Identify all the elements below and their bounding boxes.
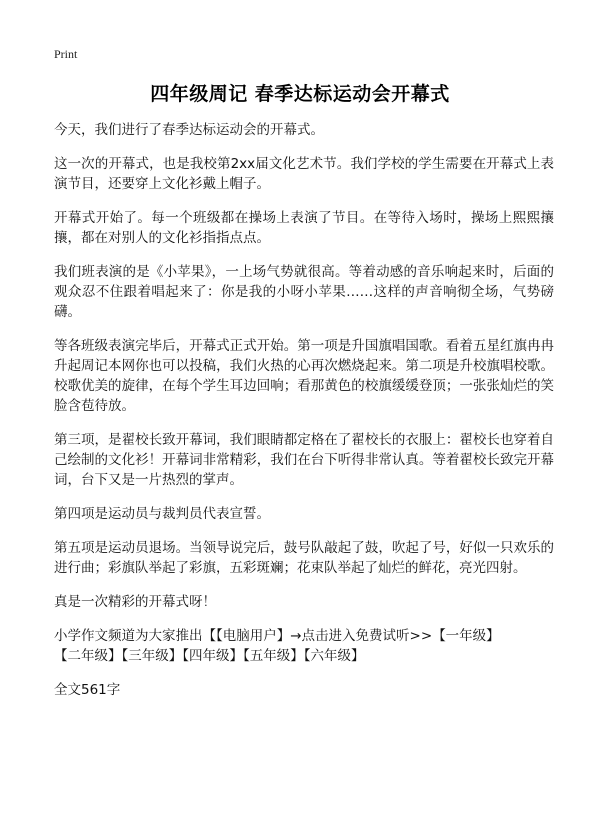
- promo-link-grade-5[interactable]: 【五年级】: [243, 648, 304, 664]
- promo-links: [54, 626, 554, 666]
- paragraph: 今天，我们进行了春季达标运动会的开幕式。: [54, 122, 324, 138]
- promo-link-grade-3[interactable]: 【三年级】: [121, 648, 183, 664]
- paragraph: 我们班表演的是《小苹果》，一上场气势就很高。等着动感的音乐响起来时，后面的观众忍不住跟着唱起来了：你是我的小呀小苹果……这样的声音响彻全场，气势磅礴。: [54, 264, 554, 320]
- promo-link-grade-2[interactable]: 【二年级】: [54, 648, 122, 664]
- promo-lead-text: 小学作文频道为大家推出【: [54, 628, 216, 644]
- promo-link-grade-4[interactable]: 【四年级】: [182, 648, 243, 664]
- promo-link-pc-user[interactable]: 【电脑用户】: [216, 628, 291, 644]
- promo-link-grade-6[interactable]: 【六年级】: [303, 648, 365, 664]
- promo-link-free-trial[interactable]: →点击进入免费试听>>: [290, 628, 433, 644]
- paragraph: 这一次的开幕式，也是我校第2xx届文化艺术节。我们学校的学生需要在开幕式上表演节目，还要穿上文化衫戴上帽子。: [54, 156, 554, 192]
- paragraph: 等各班级表演完毕后，开幕式正式开始。第一项是升国旗唱国歌。看着五星红旗冉冉升起周记本网你也可以投稿，我们火热的心再次燃烧起来。第二项是升校旗唱校歌。校歌优美的旋律，在每个学生耳边回响；看那黄色的校旗缓缓登顶；一张张灿烂的笑脸含苞待放。: [54, 338, 554, 414]
- paragraph: 第五项是运动员退场。当领导说完后，鼓号队敲起了鼓，吹起了号，好似一只欢乐的进行曲；彩旗队举起了彩旗，五彩斑斓；花束队举起了灿烂的鲜花，亮光四射。: [54, 540, 554, 576]
- word-count: 全文561字: [54, 682, 121, 698]
- paragraph: 第四项是运动员与裁判员代表宣誓。: [54, 506, 270, 522]
- print-link[interactable]: Print: [54, 47, 78, 61]
- article-title: 四年级周记 春季达标运动会开幕式: [150, 83, 450, 105]
- paragraph: 第三项，是翟校长致开幕词，我们眼睛都定格在了翟校长的衣服上：翟校长也穿着自己绘制的文化衫！开幕词非常精彩，我们在台下听得非常认真。等着翟校长致完开幕词，台下又是一片热烈的掌声。: [54, 432, 554, 488]
- promo-link-grade-1[interactable]: 【一年级】: [432, 628, 500, 644]
- article-body: [54, 120, 554, 700]
- paragraph: 真是一次精彩的开幕式呀！: [54, 594, 216, 610]
- paragraph: 开幕式开始了。每一个班级都在操场上表演了节目。在等待入场时，操场上熙熙攘攘，都在对别人的文化衫指指点点。: [54, 210, 554, 246]
